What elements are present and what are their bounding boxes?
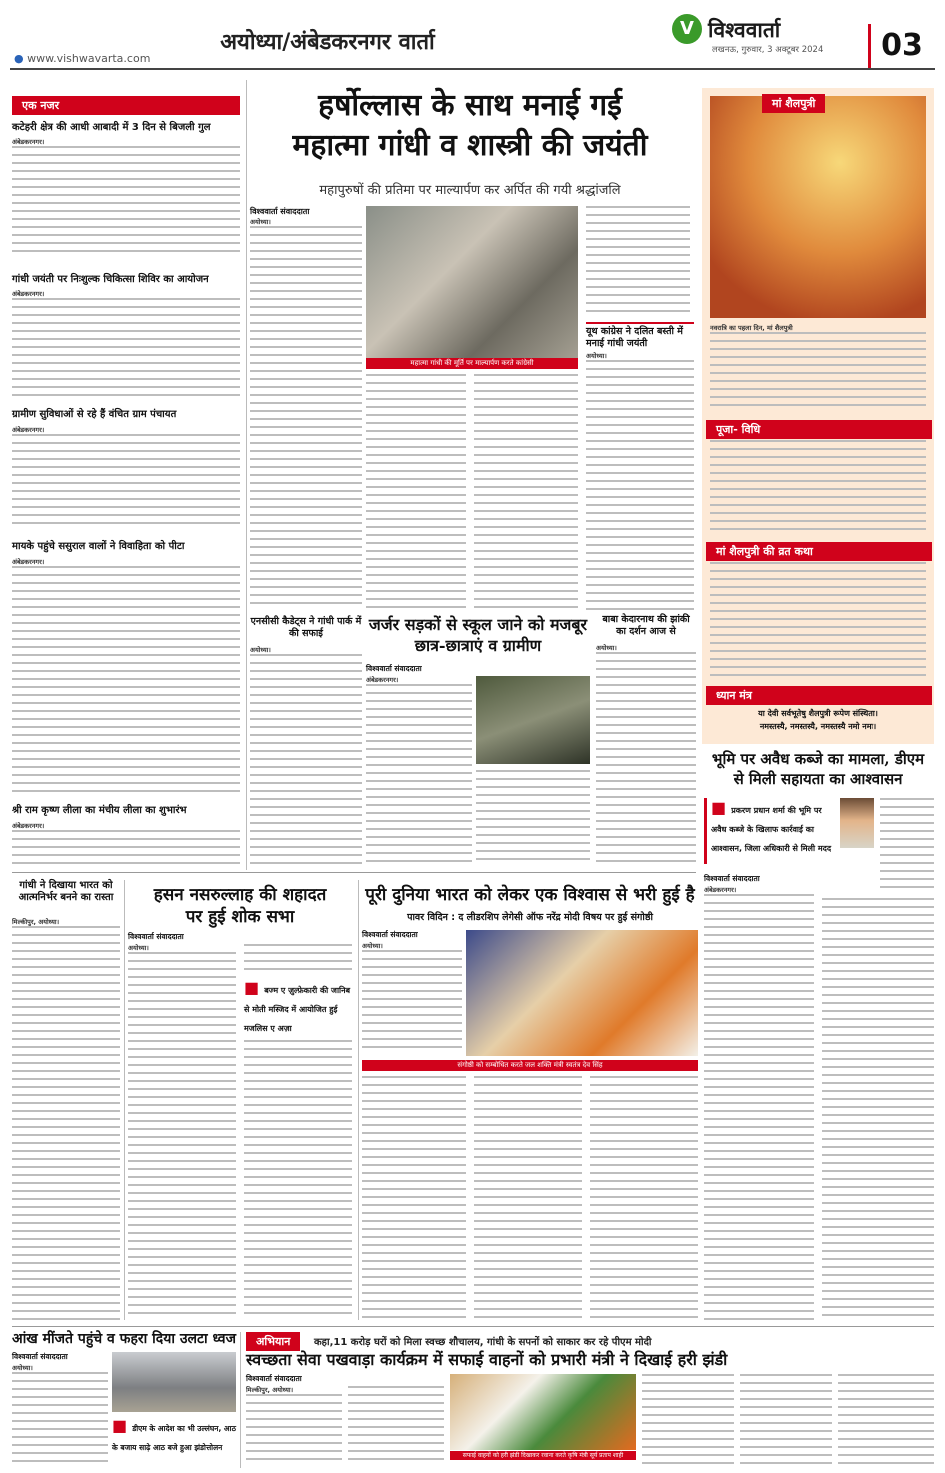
shailputri-intro: नवरात्रि का पहला दिन, मां शैलपुत्री: [710, 324, 926, 414]
roads-body-col1: अंबेडकरनगर।: [366, 676, 472, 866]
trust-subhead: पावर विदिन : द लीडरशिप लेगेसी ऑफ नरेंद्र मोदी विषय पर हुई संगोष्ठी: [407, 912, 653, 923]
news-body: अंबेडकरनगर।: [12, 138, 240, 258]
trust-headline: पूरी दुनिया भारत को लेकर एक विश्वास से भरी हुई है: [365, 885, 695, 905]
news-body: अंबेडकरनगर।: [12, 426, 240, 524]
land-headline-line2: से मिली सहायता का आश्वासन: [733, 770, 903, 788]
main-headline-line1: हर्षोल्लास के साथ मनाई गई: [318, 88, 622, 123]
roads-byline: विश्ववार्ता संवाददाता: [366, 664, 422, 673]
vrat-katha-body: [710, 562, 926, 682]
abhiyan-strap: कहा,11 करोड़ घरों को मिला स्वच्छ शौचालय, गांधी के सपनों को साकार कर रहे पीएम मोदी: [314, 1337, 652, 1348]
land-person-photo: [840, 798, 874, 848]
main-story-photo: [366, 206, 578, 358]
vrat-katha-tag: मां शैलपुत्री की व्रत कथा: [706, 542, 932, 561]
kedarnath-body: अयोध्या।: [596, 644, 696, 866]
flag-body-col1: अयोध्या।: [12, 1364, 108, 1464]
gandhi-title: गांधी ने दिखाया भारत को आत्मनिर्भर बनने का रास्ता: [18, 880, 114, 903]
column-divider: [124, 880, 125, 1320]
main-body-col1: अयोध्या।: [250, 218, 362, 610]
news-body: अंबेडकरनगर।: [12, 290, 240, 400]
puja-vidhi-body: [710, 440, 926, 536]
land-byline: विश्ववार्ता संवाददाता: [704, 874, 760, 883]
news-body: अंबेडकरनगर।: [12, 822, 240, 868]
youth-congress-box: [586, 322, 694, 610]
shailputri-box: [702, 88, 934, 744]
abhiyan-body-col1: मिल्कीपुर, अयोध्या।: [246, 1386, 342, 1464]
nasrallah-headline-line2: पर हुई शोक सभा: [185, 907, 295, 927]
kedarnath-story: [596, 614, 696, 866]
land-headline-line1: भूमि पर अवैध कब्जे का मामला, डीएम: [711, 750, 925, 768]
flag-pull-quote: ■ डीएम के आदेश का भी उल्लंघन, आठ के बजाय साढ़े आठ बजे हुआ झंडोत्तोलन: [112, 1416, 236, 1452]
nasrallah-headline-line1: हसन नसरुल्लाह की शहादत: [153, 885, 327, 905]
trust-photo-caption: संगोष्ठी को सम्बोधित करते जल शक्ति मंत्री स्वतंत्र देव सिंह: [362, 1060, 698, 1071]
ncc-body: अयोध्या।: [250, 646, 362, 866]
ek-nazar-column: [12, 96, 240, 868]
abhiyan-body-col4: [740, 1374, 832, 1464]
land-body-col2: [822, 898, 934, 1322]
page-number-box: [868, 24, 933, 68]
nasrallah-pull-quote: ■ बज्म ए ज़ुल्फ़ेकारी की जानिब से मोती मस्जिद में आयोजित हुई मजलिस ए अज़ा: [244, 978, 351, 1033]
trust-photo: [466, 930, 698, 1056]
shailputri-tag: मां शैलपुत्री: [762, 94, 825, 113]
dhyan-mantra-tag: ध्यान मंत्र: [706, 686, 932, 705]
main-body-col2: [366, 374, 466, 610]
land-side-body: [880, 798, 934, 894]
trust-body-col4: [590, 1076, 698, 1320]
abhiyan-headline: स्वच्छता सेवा पखवाड़ा कार्यक्रम में सफाई वाहनों को प्रभारी मंत्री ने दिखाई हरी झंडी: [246, 1350, 728, 1369]
nasrallah-body-col2: [244, 944, 352, 972]
goddess-illustration: [710, 96, 926, 318]
column-divider: [240, 1332, 241, 1468]
news-body: अंबेडकरनगर।: [12, 558, 240, 793]
abhiyan-tag: अभियान: [246, 1332, 300, 1351]
edition-line: लखनऊ, गुरुवार, 3 अक्टूबर 2024: [712, 45, 824, 55]
quote-marker-icon: ■: [244, 978, 265, 997]
abhiyan-body-col5: [838, 1374, 934, 1464]
column-divider: [246, 80, 247, 870]
puja-vidhi-tag: पूजा- विधि: [706, 420, 932, 439]
kedarnath-title: बाबा केदारनाथ की झांकी का दर्शन आज से: [602, 614, 690, 637]
trust-byline: विश्ववार्ता संवाददाता: [362, 930, 418, 939]
flag-headline: आंख मींजते पहुंचे व फहरा दिया उलटा ध्वज: [12, 1331, 236, 1347]
news-title: मायके पहुंचे ससुराल वालों ने विवाहिता को पीटा: [12, 541, 185, 552]
globe-icon: ●: [14, 52, 24, 65]
land-pull-quote: ■ प्रकरण प्रधान शर्मा की भूमि पर अवैध कब्जे के खिलाफ कार्रवाई का आश्वासन, जिला अधिकारी से मिली मदद: [704, 798, 835, 864]
quote-marker-icon: ■: [112, 1416, 133, 1435]
main-body-col4: [586, 206, 690, 316]
page-header: [0, 0, 945, 70]
trust-body-col2: [362, 1076, 466, 1320]
mantra-line: या देवी सर्वभूतेषु शैलपुत्री रूपेण संस्थिता।: [758, 709, 878, 718]
header-rule: [10, 68, 935, 70]
section-rule: [12, 1326, 934, 1327]
quote-marker-icon: ■: [711, 798, 732, 817]
trust-body-col1: अयोध्या।: [362, 942, 462, 1054]
column-divider: [358, 880, 359, 1320]
news-title: कटेहरी क्षेत्र की आधी आबादी में 3 दिन से बिजली गुल: [12, 122, 211, 133]
abhiyan-body-col3: [642, 1374, 734, 1464]
main-subhead: महापुरुषों की प्रतिमा पर माल्यार्पण कर अर्पित की गयी श्रद्धांजलि: [319, 183, 621, 198]
land-body-col1: अंबेडकरनगर।: [704, 886, 814, 1322]
main-photo-caption: महात्मा गांधी की मूर्ति पर माल्यार्पण करते कांग्रेसी: [366, 358, 578, 369]
brand-name: विश्ववार्ता: [708, 18, 781, 42]
website-link[interactable]: ● www.vishwavarta.com: [14, 52, 151, 65]
ncc-story: [250, 616, 362, 866]
trust-body-col3: [474, 1076, 582, 1320]
nasrallah-body-col1: अयोध्या।: [128, 944, 236, 1320]
abhiyan-byline: विश्ववार्ता संवाददाता: [246, 1374, 302, 1383]
section-title: अयोध्या/अंबेडकरनगर वार्ता: [220, 29, 435, 55]
flag-photo: [112, 1352, 236, 1412]
nasrallah-body-col2b: [244, 1040, 352, 1320]
ek-nazar-tag: एक नजर: [12, 96, 240, 115]
main-byline: विश्ववार्ता संवाददाता: [250, 207, 310, 216]
youth-congress-body: अयोध्या।: [586, 352, 694, 610]
gandhi-body: मिल्कीपुर, अयोध्या।: [12, 918, 120, 1320]
abhiyan-photo: [450, 1374, 636, 1450]
news-title: ग्रामीण सुविधाओं से रहे हैं वंचित ग्राम पंचायत: [12, 409, 177, 420]
roads-headline: जर्जर सड़कों से स्कूल जाने को मजबूर छात्र-छात्राएं व ग्रामीण: [368, 615, 588, 655]
logo-mark: V: [672, 14, 702, 44]
roads-body-col2: [476, 770, 590, 866]
news-title: गांधी जयंती पर निःशुल्क चिकित्सा शिविर का आयोजन: [12, 274, 209, 285]
gandhi-story: [12, 880, 120, 1320]
mantra-line: नमस्तस्यै, नमस्तस्यै, नमस्तस्यै नमो नमः।: [759, 722, 877, 731]
news-title: श्री राम कृष्ण लीला का मंचीय लीला का शुभारंभ: [12, 805, 187, 816]
main-headline-line2: महात्मा गांधी व शास्त्री की जयंती: [292, 128, 648, 163]
main-body-col3: [474, 374, 578, 610]
page-number: 03: [881, 28, 923, 63]
nasrallah-byline: विश्ववार्ता संवाददाता: [128, 932, 184, 941]
abhiyan-photo-caption: सफाई वाहनों को हरी झंडी दिखाकर रवाना करते कृषि मंत्री सूर्य प्रताप शाही: [450, 1451, 636, 1460]
ncc-title: एनसीसी कैडेट्स ने गांधी पार्क में की सफाई: [250, 616, 362, 639]
abhiyan-body-col2: [348, 1386, 444, 1464]
roads-photo: [476, 676, 590, 764]
youth-congress-title: यूथ कांग्रेस ने दलित बस्ती में मनाई गांधी जयंती: [586, 322, 694, 350]
section-rule: [12, 872, 696, 873]
flag-byline: विश्ववार्ता संवाददाता: [12, 1352, 68, 1361]
